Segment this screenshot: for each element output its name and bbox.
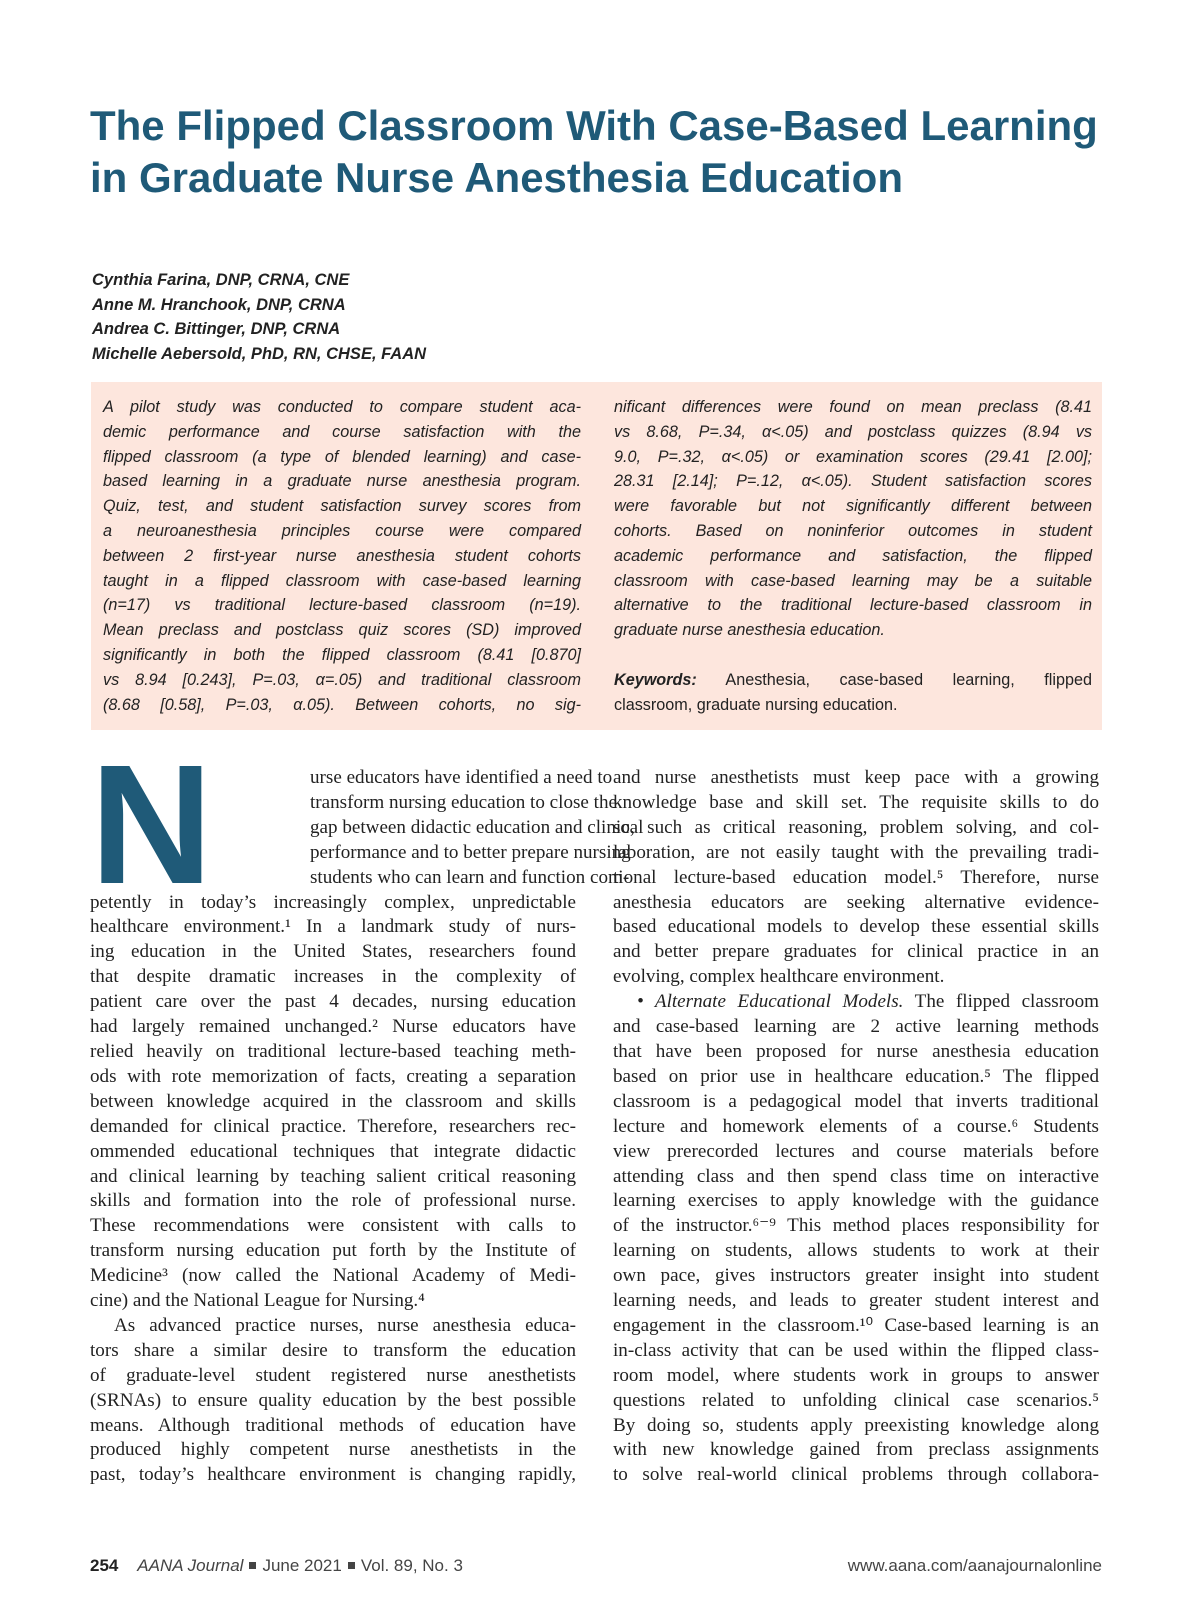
volume-issue: Vol. 89, No. 3 bbox=[360, 1556, 463, 1575]
author: Anne M. Hranchook, DNP, CRNA bbox=[92, 295, 346, 314]
abstract-right-column bbox=[614, 395, 1092, 717]
body-line: between knowledge acquired in the classroom and skills bbox=[90, 1090, 576, 1112]
body-line: so, such as critical reasoning, problem solving, and col- bbox=[613, 816, 1099, 838]
abstract-line: (n=17) vs traditional lecture-based classroom (n=19). bbox=[103, 596, 581, 615]
body-left-column bbox=[90, 766, 644, 1488]
body-text: The flipped classroom bbox=[914, 991, 1100, 1013]
body-line: patient care over the past 4 decades, nursing education bbox=[90, 991, 576, 1013]
abstract-left-column bbox=[103, 395, 581, 717]
author: Andrea C. Bittinger, DNP, CRNA bbox=[92, 320, 341, 338]
body-line: knowledge base and skill set. The requisite skills to do bbox=[613, 791, 1099, 813]
body-line: view prerecorded lectures and course materials before bbox=[613, 1140, 1099, 1162]
abstract-line: Mean preclass and postclass quiz scores (SD) improved bbox=[103, 621, 581, 640]
body-line: learning on students, allows students to work at their bbox=[613, 1240, 1099, 1262]
body-line: past, today’s healthcare environment is changing rapidly, bbox=[90, 1464, 576, 1486]
body-line: ommended educational techniques that integrate didactic bbox=[90, 1140, 576, 1162]
abstract-line: 28.31 [2.14]; P=.12, α<.05). Student satisfaction scores bbox=[614, 472, 1092, 491]
abstract-line: vs 8.68, P=.34, α<.05) and postclass quizzes (8.94 vs bbox=[614, 422, 1092, 441]
body-right-column bbox=[613, 766, 1099, 1488]
abstract-line: Quiz, test, and student satisfaction survey scores from bbox=[103, 497, 581, 516]
author: Michelle Aebersold, PhD, RN, CHSE, FAAN bbox=[92, 344, 427, 363]
abstract-line: cohorts. Based on noninferior outcomes in student bbox=[614, 521, 1092, 540]
body-line: Medicine³ (now called the National Academy of Medi- bbox=[90, 1265, 576, 1287]
abstract-line: classroom with case-based learning may be a suitable bbox=[614, 571, 1092, 590]
section-heading: • Alternate Educational Models. bbox=[637, 991, 904, 1013]
body-line: engagement in the classroom.¹⁰ Case-based learning is an bbox=[613, 1314, 1099, 1336]
page-footer bbox=[90, 1556, 1102, 1576]
body-line: evolving, complex healthcare environment. bbox=[613, 966, 945, 988]
body-line: attending class and then spend class time on interactive bbox=[613, 1165, 1099, 1187]
body-line: learning needs, and leads to greater student interest and bbox=[613, 1290, 1099, 1312]
body-line: gap between didactic education and clinical bbox=[310, 816, 644, 838]
body-line: based educational models to develop these essential skills bbox=[613, 916, 1099, 938]
author-list bbox=[92, 268, 426, 366]
body-line: urse educators have identified a need to bbox=[310, 767, 613, 788]
abstract-line: graduate nurse anesthesia education. bbox=[614, 621, 885, 640]
body-line: produced highly competent nurse anesthetists in the bbox=[90, 1439, 576, 1461]
body-line: petently in today’s increasingly complex, unpredictable bbox=[90, 891, 576, 913]
body-line: anesthesia educators are seeking alternative evidence- bbox=[613, 891, 1099, 913]
body-line: By doing so, students apply preexisting knowledge along bbox=[613, 1414, 1099, 1436]
body-line: skills and formation into the role of professional nurse. bbox=[90, 1190, 576, 1212]
abstract-line: significantly in both the flipped classroom (8.41 [0.870] bbox=[103, 645, 581, 664]
body-line: laboration, are not easily taught with the prevailing tradi- bbox=[613, 841, 1099, 863]
body-line: to solve real-world clinical problems through collabora- bbox=[613, 1464, 1099, 1486]
keywords-label: Keywords: bbox=[614, 670, 697, 689]
abstract-box bbox=[91, 382, 1102, 730]
body-line: in-class activity that can be used within the flipped class- bbox=[613, 1339, 1099, 1361]
abstract-line: between 2 first-year nurse anesthesia student cohorts bbox=[103, 546, 581, 565]
body-line: transform nursing education put forth by the Institute of bbox=[90, 1240, 576, 1262]
body-line: lecture and homework elements of a course.⁶ Students bbox=[613, 1115, 1099, 1137]
body-line: own pace, gives instructors greater insight into student bbox=[613, 1265, 1099, 1287]
body-line: had largely remained unchanged.² Nurse educators have bbox=[90, 1016, 576, 1038]
body-line: that despite dramatic increases in the complexity of bbox=[90, 966, 576, 988]
body-line: and case-based learning are 2 active learning methods bbox=[613, 1016, 1099, 1038]
body-line: classroom is a pedagogical model that inverts traditional bbox=[613, 1090, 1099, 1112]
section-heading-line bbox=[613, 990, 1099, 1015]
journal-name: AANA Journal bbox=[137, 1556, 244, 1575]
body-line: based on prior use in healthcare education.⁵ The flipped bbox=[613, 1065, 1099, 1087]
body-line: healthcare environment.¹ In a landmark study of nurs- bbox=[90, 916, 576, 938]
separator-square-icon bbox=[348, 1562, 355, 1569]
body-line: ing education in the United States, researchers found bbox=[90, 941, 576, 963]
separator-square-icon bbox=[249, 1562, 256, 1569]
page-number: 254 bbox=[90, 1556, 119, 1575]
body-line: students who can learn and function com- bbox=[310, 866, 630, 888]
body-line: transform nursing education to close the bbox=[310, 791, 618, 813]
keywords-line bbox=[614, 668, 1092, 693]
abstract-line: (8.68 [0.58], P=.03, α.05). Between cohorts, no sig- bbox=[103, 695, 581, 714]
body-line: and better prepare graduates for clinical practice in an bbox=[613, 941, 1099, 963]
body-line: cine) and the National League for Nursing.⁴ bbox=[90, 1290, 425, 1312]
abstract-line: 9.0, P=.32, α<.05) or examination scores (29.41 [2.00]; bbox=[614, 447, 1092, 466]
body-line: of the instructor.⁶⁻⁹ This method places responsibility for bbox=[613, 1215, 1099, 1237]
body-line: demanded for clinical practice. Therefore, researchers rec- bbox=[90, 1115, 576, 1137]
body-line: These recommendations were consistent with calls to bbox=[90, 1215, 576, 1237]
article-title bbox=[90, 100, 1110, 204]
issue-date: June 2021 bbox=[262, 1556, 342, 1575]
body-line: learning exercises to apply knowledge with the guidance bbox=[613, 1190, 1099, 1212]
body-line: relied heavily on traditional lecture-based teaching meth- bbox=[90, 1040, 576, 1062]
abstract-line: nificant differences were found on mean preclass (8.41 bbox=[614, 398, 1092, 416]
keywords-text: Anesthesia, case-based learning, flipped bbox=[725, 670, 1092, 689]
title-line: The Flipped Classroom With Case-Based Learning bbox=[90, 102, 1098, 149]
journal-url-link[interactable]: www.aana.com/aanajournalonline bbox=[847, 1556, 1102, 1575]
keywords bbox=[614, 668, 1092, 718]
body-line: that have been proposed for nurse anesthesia education bbox=[613, 1040, 1099, 1062]
body-line: (SRNAs) to ensure quality education by the best possible bbox=[90, 1389, 576, 1411]
drop-cap: N bbox=[90, 730, 213, 920]
body-line: room model, where students work in groups to answer bbox=[613, 1364, 1099, 1386]
body-line: tional lecture-based education model.⁵ Therefore, nurse bbox=[613, 866, 1099, 888]
body-line: performance and to better prepare nursing bbox=[310, 841, 631, 863]
body-line: tors share a similar desire to transform the education bbox=[90, 1339, 576, 1361]
title-line: in Graduate Nurse Anesthesia Education bbox=[90, 154, 903, 201]
body-line: questions related to unfolding clinical case scenarios.⁵ bbox=[613, 1389, 1099, 1411]
abstract-line: vs 8.94 [0.243], P=.03, α=.05) and traditional classroom bbox=[103, 670, 581, 689]
body-line: As advanced practice nurses, nurse anesthesia educa- bbox=[114, 1314, 576, 1336]
abstract-line: alternative to the traditional lecture-based classroom in bbox=[614, 596, 1092, 615]
body-line: and nurse anesthetists must keep pace with a growing bbox=[613, 767, 1099, 788]
abstract-line: were favorable but not significantly different between bbox=[614, 497, 1092, 516]
body-line: ods with rote memorization of facts, creating a separation bbox=[90, 1065, 576, 1087]
keywords-line: classroom, graduate nursing education. bbox=[614, 695, 898, 714]
abstract-line: A pilot study was conducted to compare student aca- bbox=[103, 398, 581, 416]
body-line: of graduate-level student registered nurse anesthetists bbox=[90, 1364, 576, 1386]
author: Cynthia Farina, DNP, CRNA, CNE bbox=[92, 271, 350, 289]
abstract-line: academic performance and satisfaction, the flipped bbox=[614, 546, 1092, 565]
body-line: with new knowledge gained from preclass assignments bbox=[613, 1439, 1099, 1461]
abstract-line: a neuroanesthesia principles course were compared bbox=[103, 521, 581, 540]
abstract-line: flipped classroom (a type of blended learning) and case- bbox=[103, 447, 581, 466]
abstract-line: taught in a flipped classroom with case-based learning bbox=[103, 571, 581, 590]
body-line: means. Although traditional methods of education have bbox=[90, 1414, 576, 1436]
body-line: and clinical learning by teaching salient critical reasoning bbox=[90, 1165, 576, 1187]
abstract-line: based learning in a graduate nurse anesthesia program. bbox=[103, 472, 581, 491]
abstract-line: demic performance and course satisfaction with the bbox=[103, 422, 581, 441]
